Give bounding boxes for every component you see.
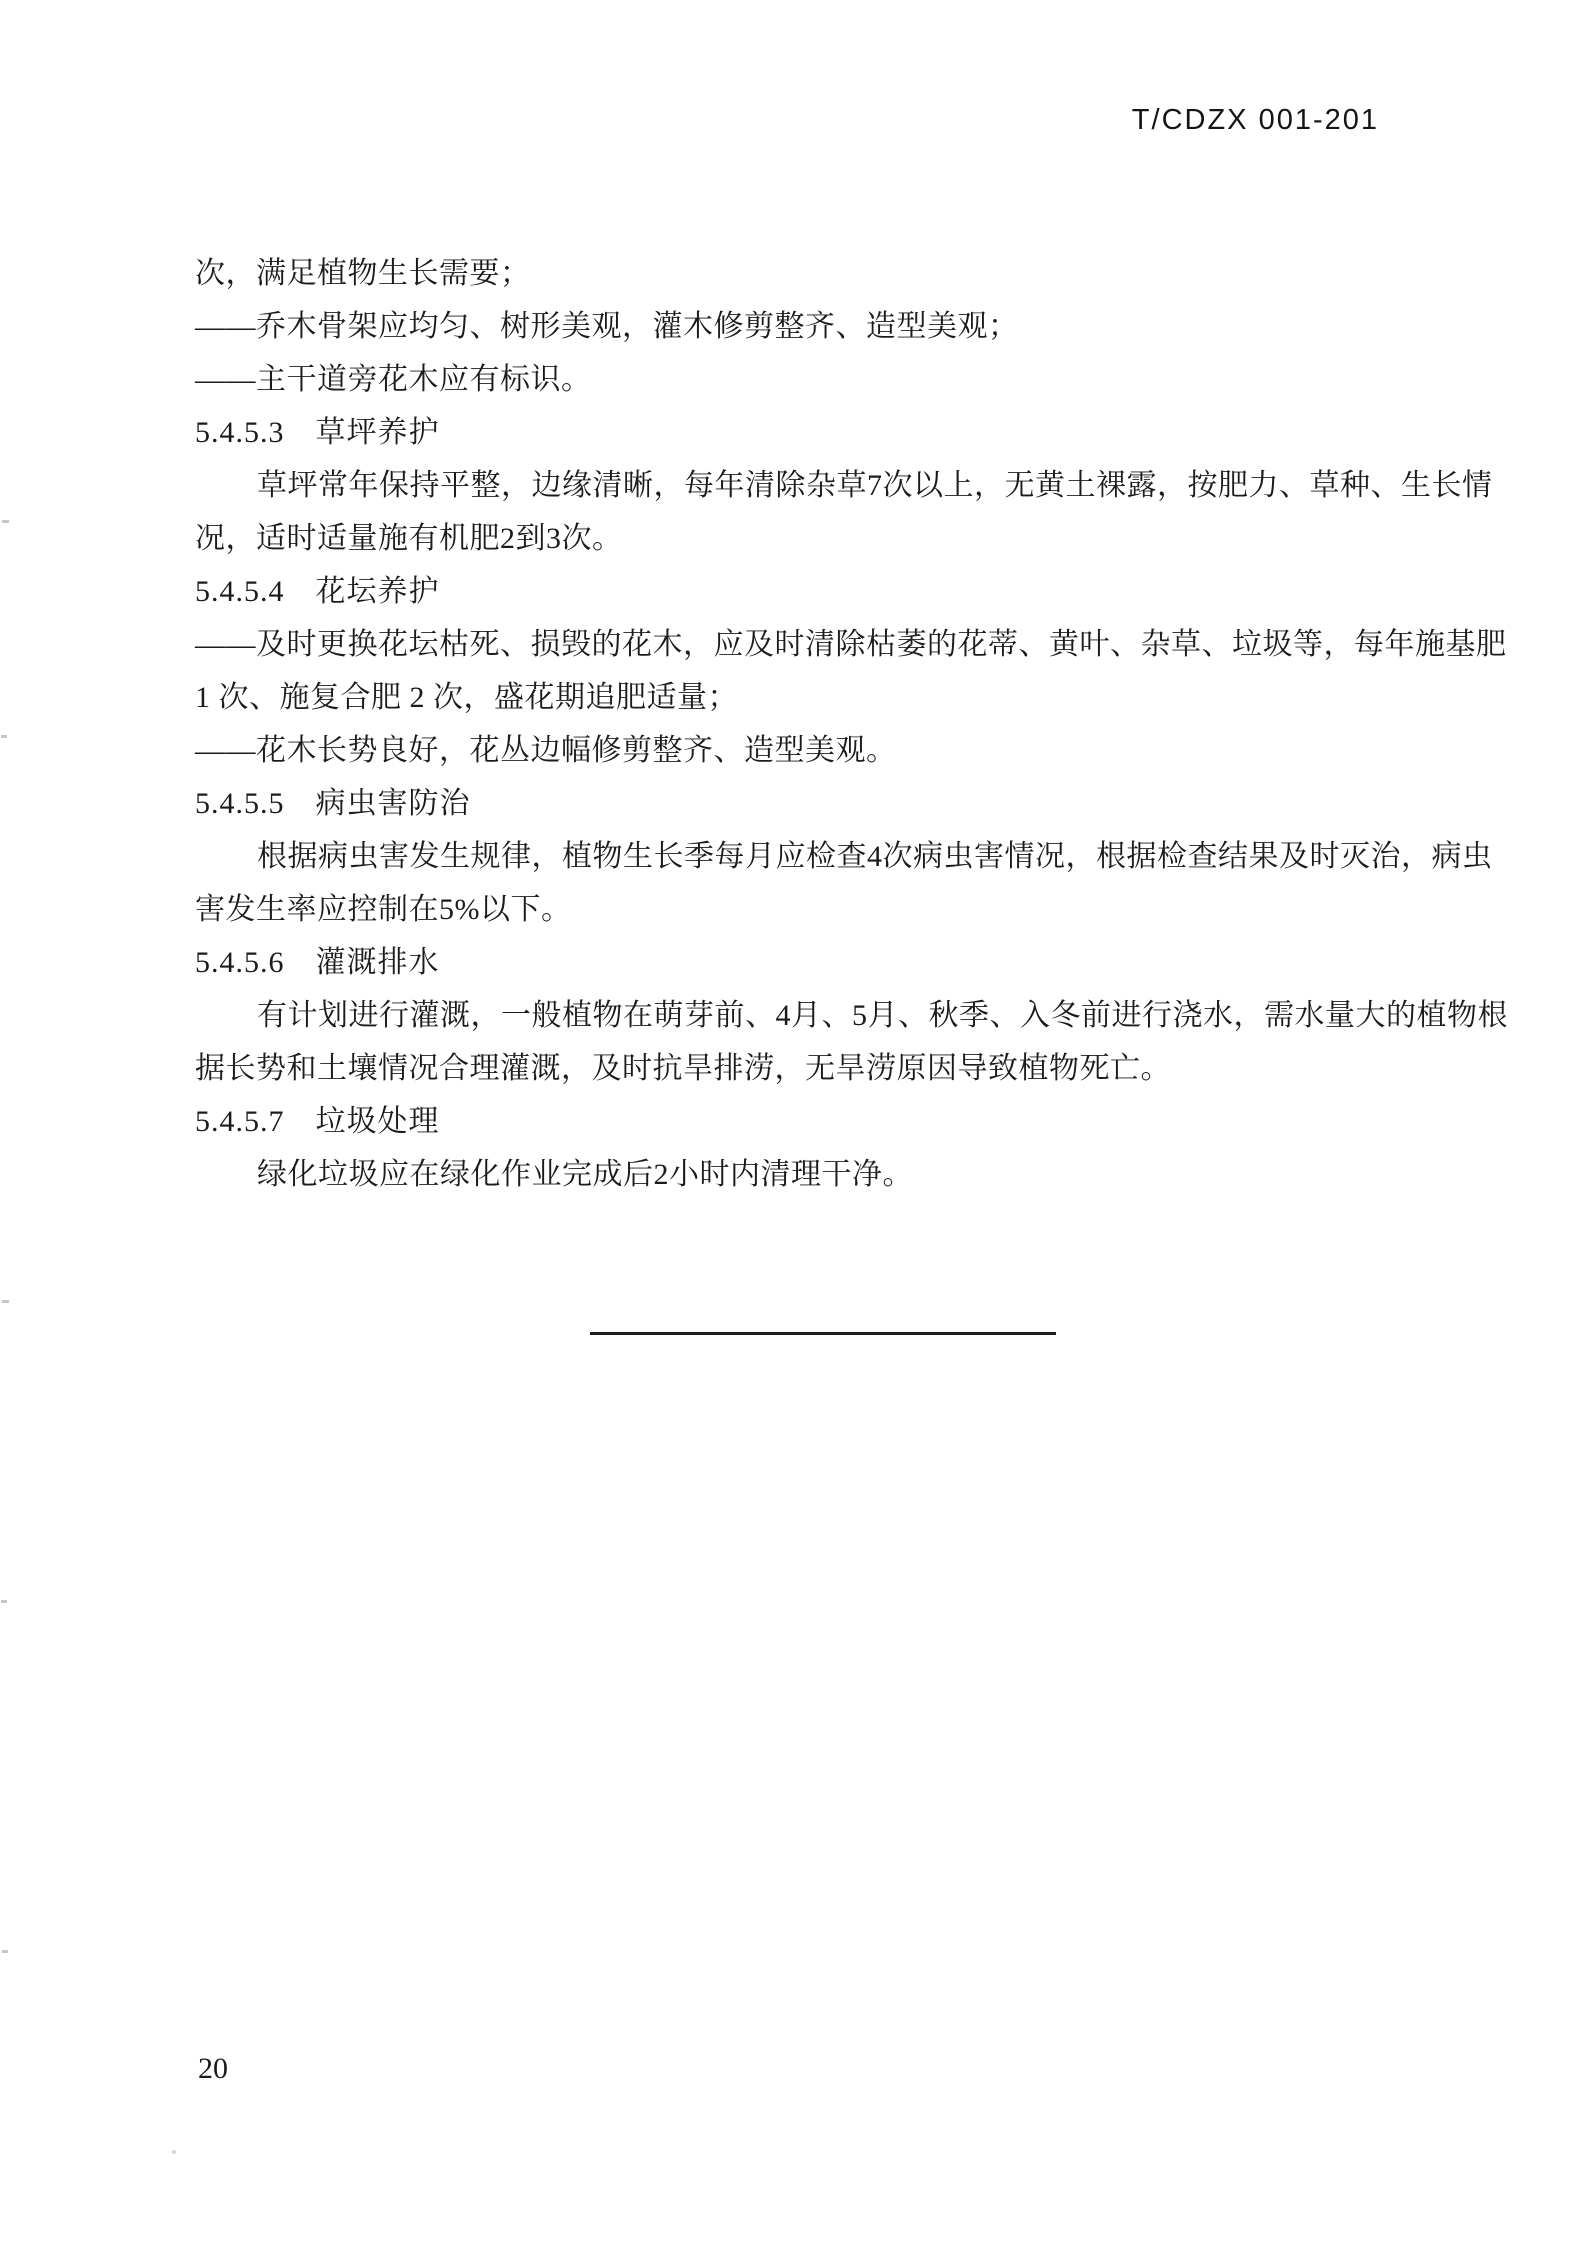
standard-number: T/CDZX 001-201 xyxy=(1131,104,1379,136)
document-body xyxy=(195,247,1508,1201)
paragraph-lawn-care-line2: 况，适时适量施有机肥2到3次。 xyxy=(195,522,623,555)
page-number: 20 xyxy=(198,2052,228,2085)
paragraph-pest-control-line1: 根据病虫害发生规律，植物生长季每月应检查4次病虫害情况，根据检查结果及时灭治，病虫 xyxy=(257,840,1493,873)
dash-item-flower-growth: ——花木长势良好，花丛边幅修剪整齐、造型美观。 xyxy=(195,734,897,767)
section-heading-waste-disposal: 5.4.5.7 垃圾处理 xyxy=(195,1105,440,1138)
paragraph-waste-disposal: 绿化垃圾应在绿化作业完成后2小时内清理干净。 xyxy=(257,1158,913,1191)
scan-artifact xyxy=(1,735,7,738)
dash-item-flowerbed-line2: 1 次、施复合肥 2 次，盛花期追肥适量； xyxy=(195,681,738,714)
paragraph-lawn-care-line1: 草坪常年保持平整，边缘清晰，每年清除杂草7次以上，无黄土裸露，按肥力、草种、生长情 xyxy=(257,469,1493,502)
scan-artifact xyxy=(2,1300,9,1303)
dash-item-roadside-signs: ——主干道旁花木应有标识。 xyxy=(195,363,592,396)
scan-artifact xyxy=(1,1600,7,1603)
scan-artifact xyxy=(172,2150,176,2154)
section-heading-lawn-care: 5.4.5.3 草坪养护 xyxy=(195,416,440,449)
paragraph-irrigation-line1: 有计划进行灌溉，一般植物在萌芽前、4月、5月、秋季、入冬前进行浇水，需水量大的植物根 xyxy=(257,999,1508,1032)
section-heading-flowerbed-care: 5.4.5.4 花坛养护 xyxy=(195,575,440,608)
end-of-text-rule xyxy=(590,1332,1056,1335)
section-heading-irrigation: 5.4.5.6 灌溉排水 xyxy=(195,946,440,979)
scan-artifact xyxy=(2,520,9,523)
dash-item-flowerbed-line1: ——及时更换花坛枯死、损毁的花木，应及时清除枯萎的花蒂、黄叶、杂草、垃圾等，每年施基肥 xyxy=(195,628,1507,661)
scan-artifact xyxy=(2,1950,8,1953)
section-heading-pest-control: 5.4.5.5 病虫害防治 xyxy=(195,787,471,820)
dash-item-tree-shape: ——乔木骨架应均匀、树形美观，灌木修剪整齐、造型美观； xyxy=(195,310,1019,343)
text-line-continuation: 次，满足植物生长需要； xyxy=(195,257,531,290)
paragraph-irrigation-line2: 据长势和土壤情况合理灌溉，及时抗旱排涝，无旱涝原因导致植物死亡。 xyxy=(195,1052,1171,1085)
paragraph-pest-control-line2: 害发生率应控制在5%以下。 xyxy=(195,893,572,926)
